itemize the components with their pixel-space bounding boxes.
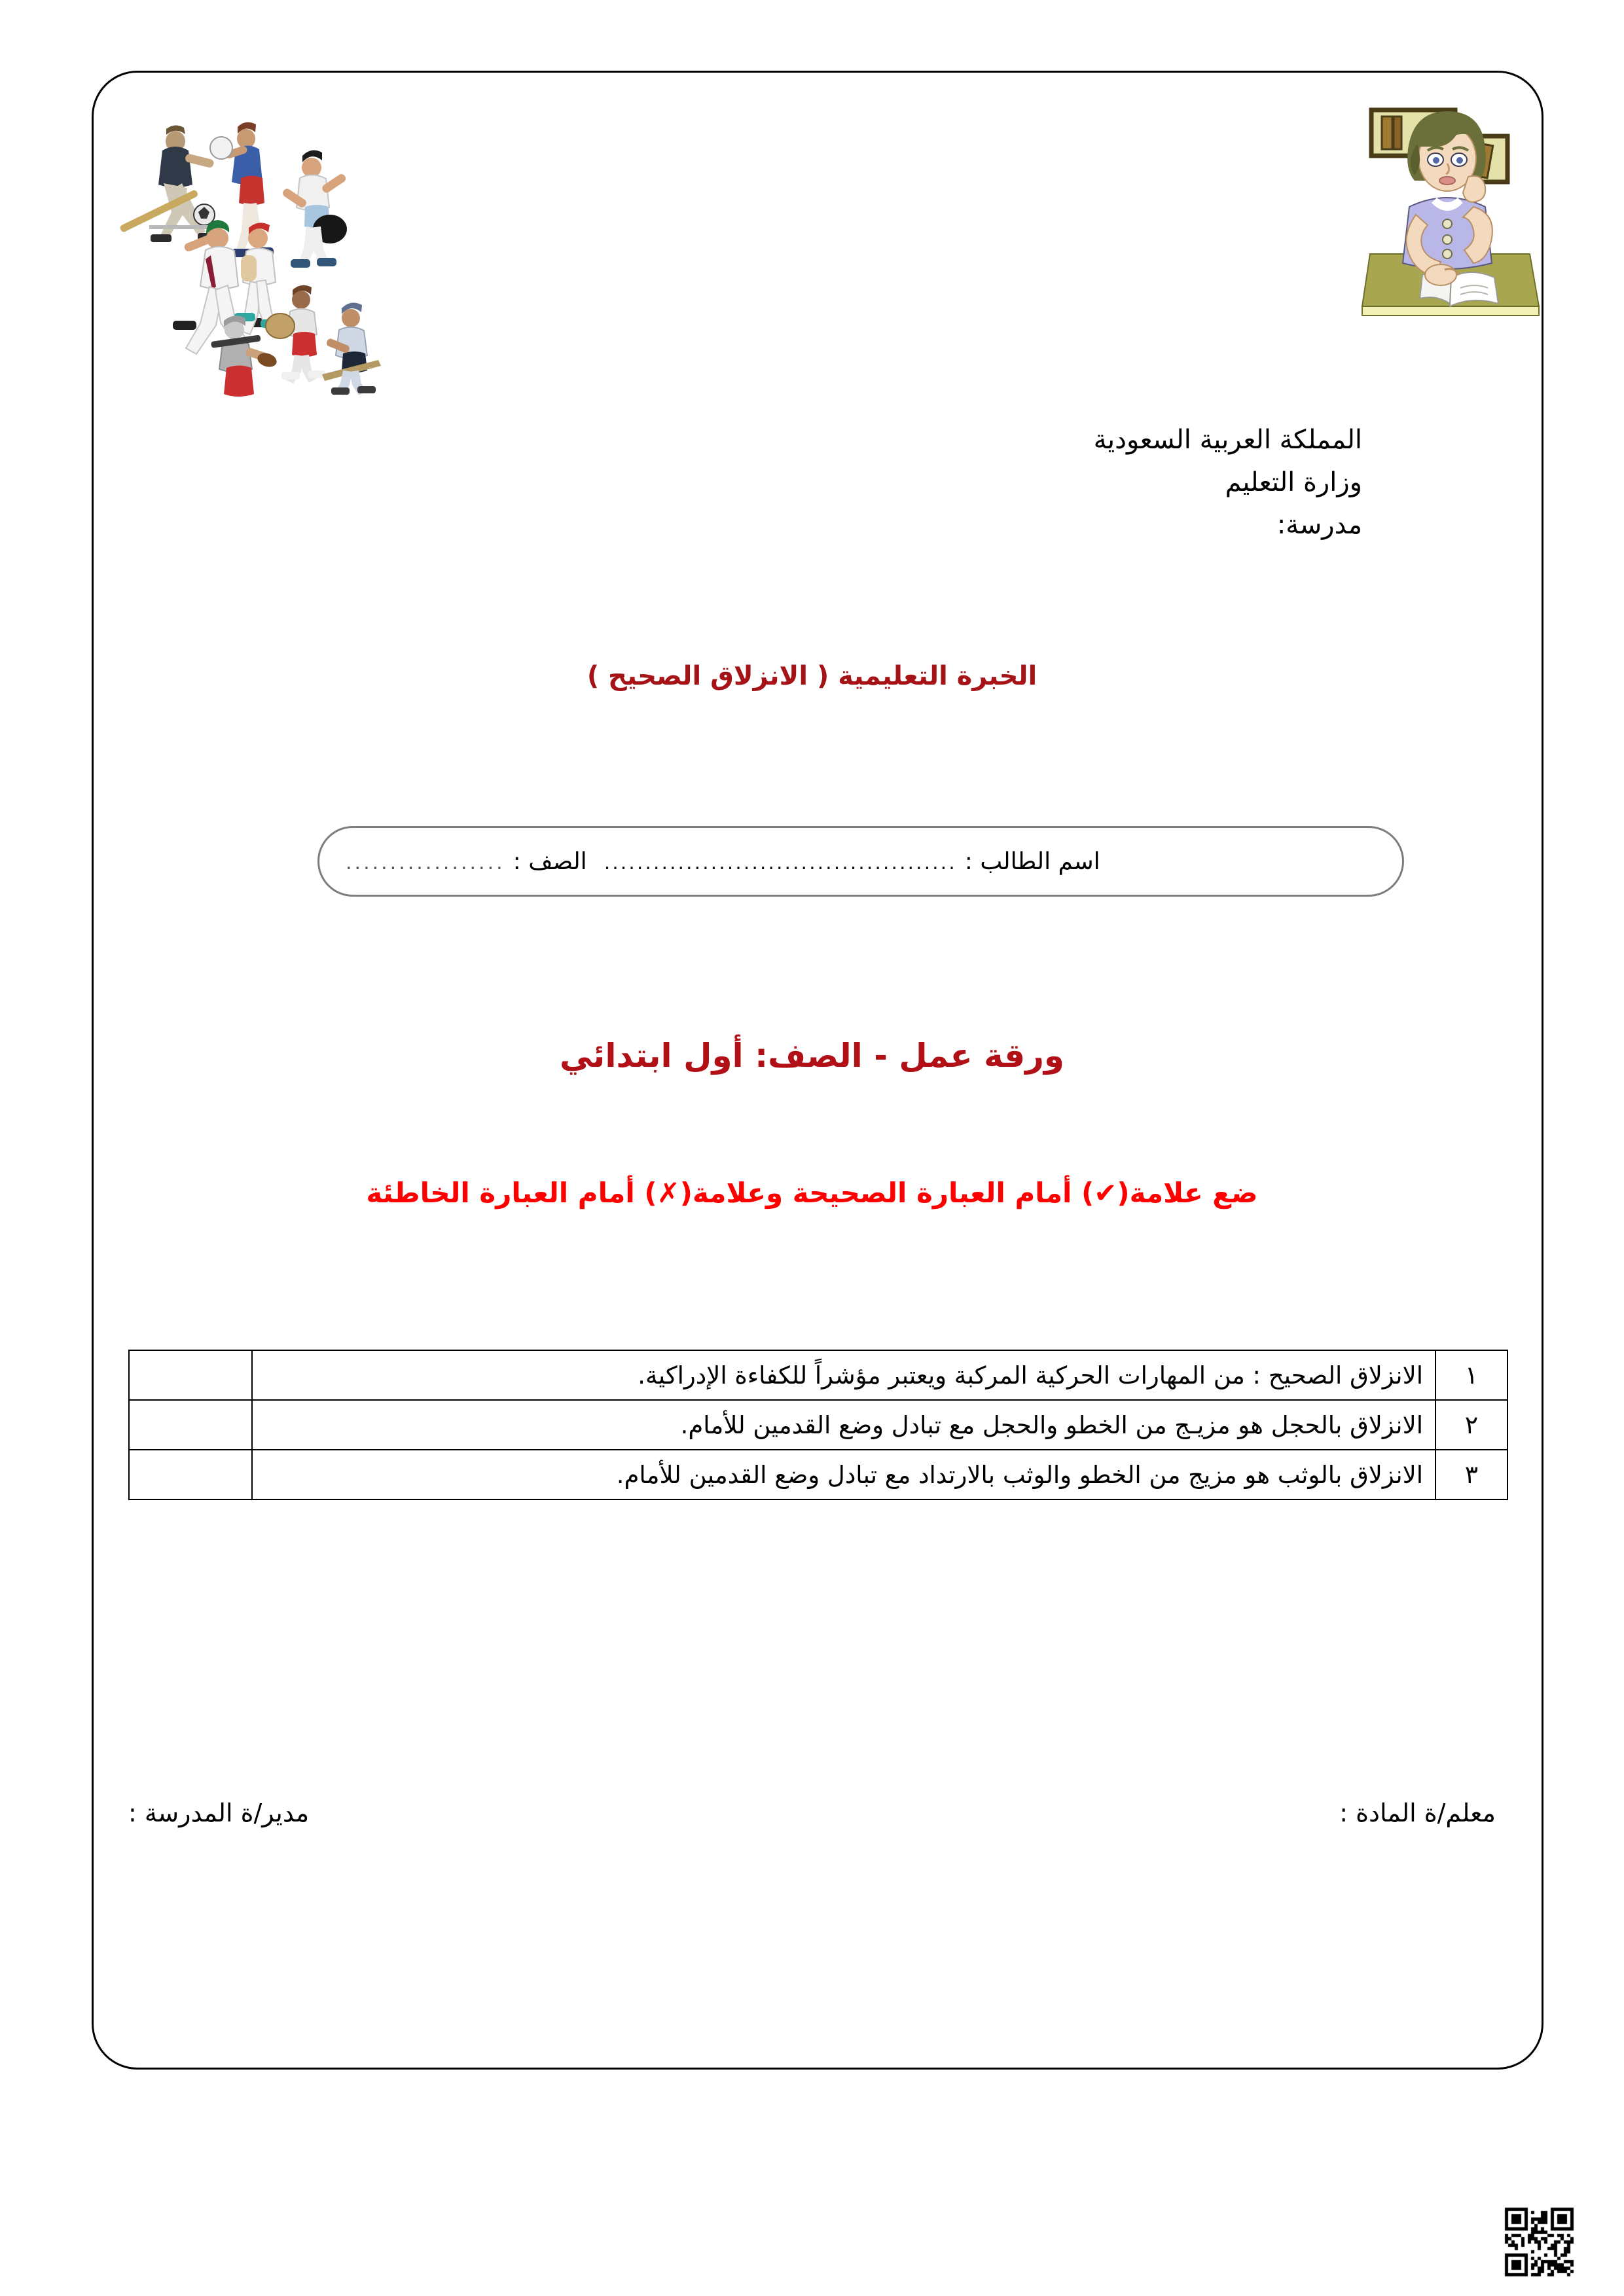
ministry-header: [1094, 419, 1362, 546]
row-number: ٢: [1435, 1400, 1507, 1450]
student-name-field[interactable]: [604, 848, 1100, 875]
ministry-line-ministry: وزارة التعليم: [1225, 467, 1362, 497]
principal-signature-label: مدير/ة المدرسة :: [128, 1799, 310, 1827]
row-answer-cell[interactable]: [129, 1450, 252, 1499]
student-info-box: [317, 826, 1404, 897]
student-class-value: ..................: [346, 851, 505, 874]
student-class-label: الصف :: [513, 848, 587, 875]
sports-collage-clipart: [113, 110, 394, 398]
row-statement: الانزلاق الصحيح : من المهارات الحركية المركبة ويعتبر مؤشراً للكفاءة الإدراكية.: [252, 1350, 1435, 1400]
row-answer-cell[interactable]: [129, 1400, 252, 1450]
experience-title: الخبرة التعليمية ( الانزلاق الصحيح ): [586, 661, 1038, 691]
ministry-line-school: مدرسة:: [1276, 509, 1362, 540]
worksheet-title: ورقة عمل - الصف: أول ابتدائي: [559, 1037, 1065, 1075]
table-row[interactable]: [129, 1450, 1507, 1499]
statements-table: [128, 1350, 1508, 1500]
student-name-value: ...........................................: [604, 851, 957, 874]
student-name-label: اسم الطالب :: [964, 848, 1100, 875]
teacher-signature-label: معلم/ة المادة :: [1339, 1799, 1496, 1827]
student-class-field[interactable]: [346, 848, 587, 875]
qr-code: [1503, 2206, 1576, 2279]
row-number: ١: [1435, 1350, 1507, 1400]
table-row[interactable]: [129, 1400, 1507, 1450]
table-row[interactable]: [129, 1350, 1507, 1400]
instruction-text: ضع علامة(✔) أمام العبارة الصحيحة وعلامة(✗) أمام العبارة الخاطئة: [366, 1177, 1258, 1209]
student-studying-clipart: [1345, 79, 1555, 327]
row-answer-cell[interactable]: [129, 1350, 252, 1400]
row-statement: الانزلاق بالوثب هو مزيج من الخطو والوثب بالارتداد مع تبادل وضع القدمين للأمام.: [252, 1450, 1435, 1499]
statements-table-body: [129, 1350, 1507, 1499]
row-statement: الانزلاق بالحجل هو مزيـج من الخطو والحجل مع تبادل وضع القدمين للأمام.: [252, 1400, 1435, 1450]
ministry-line-kingdom: المملكة العربية السعودية: [1093, 425, 1362, 455]
footer-signatures: [128, 1799, 1496, 1827]
row-number: ٣: [1435, 1450, 1507, 1499]
